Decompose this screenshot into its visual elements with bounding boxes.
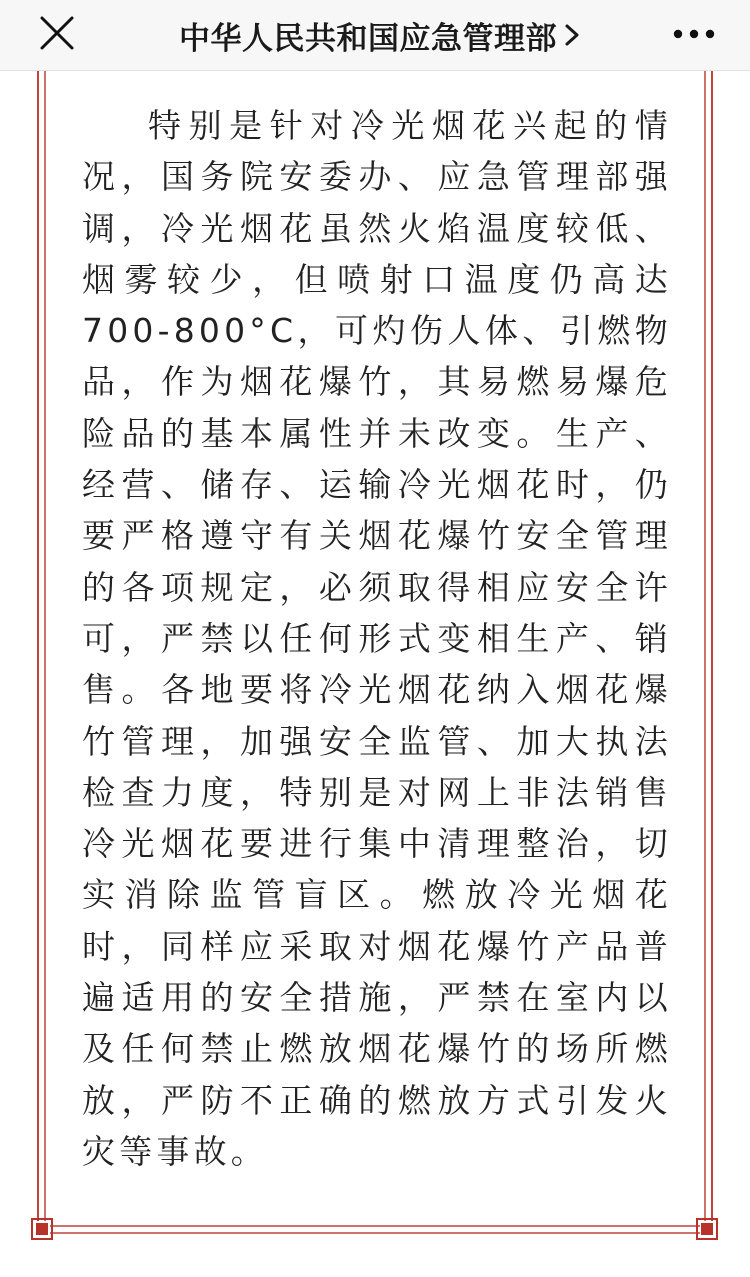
account-title-link[interactable] xyxy=(150,0,610,70)
close-icon[interactable] xyxy=(32,10,80,58)
more-dots-icon[interactable] xyxy=(668,12,720,56)
chevron-right-icon xyxy=(563,21,581,49)
page-title: 中华人民共和国应急管理部 xyxy=(179,20,557,57)
article-paragraph: 特别是针对冷光烟花兴起的情况，国务院安委办、应急管理部强调，冷光烟花虽然火焰温度较低、烟雾较少，但喷射口温度仍高达700-800°C，可灼伤人体、引燃物品，作为烟花爆竹，其易燃易爆危险品的基本属性并未改变。生产、经营、储存、运输冷光烟花时，仍要严格遵守有关烟花爆竹安全管理的各项规定，必须取得相应安全许可，严禁以任何形式变相生产、销售。各地要将冷光烟花纳入烟花爆竹管理，加强安全监管、加大执法检查力度，特别是对网上非法销售冷光烟花要进行集中清理整治，切实消除监管盲区。燃放冷光烟花时，同样应采取对烟花爆竹产品普遍适用的安全措施，严禁在室内以及任何禁止燃放烟花爆竹的场所燃放，严防不正确的燃放方式引发火灾等事故。 xyxy=(82,106,672,1171)
top-navigation-bar xyxy=(0,0,750,71)
